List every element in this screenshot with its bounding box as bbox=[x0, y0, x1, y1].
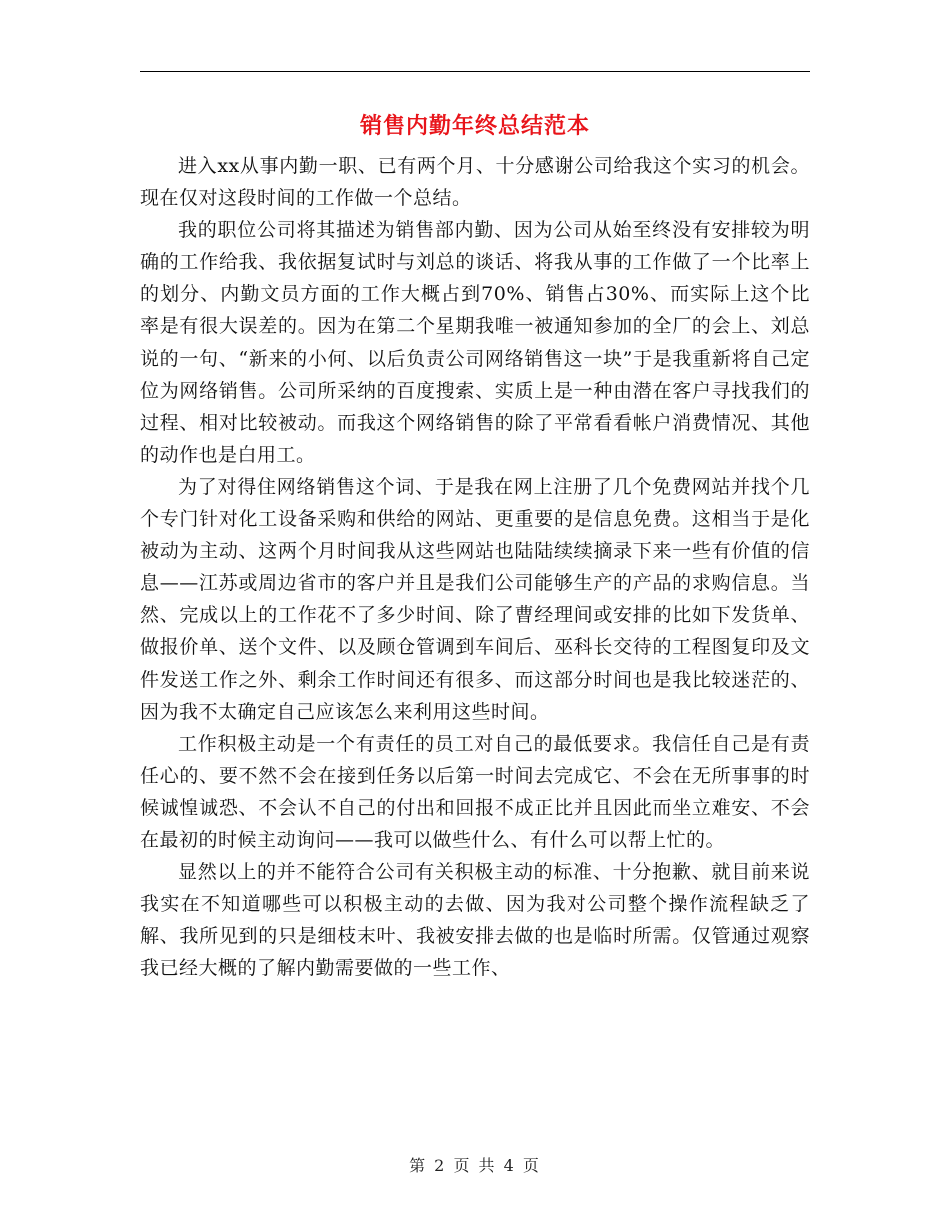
paragraph: 我的职位公司将其描述为销售部内勤、因为公司从始至终没有安排较为明确的工作给我、我依据复试时与刘总的谈话、将我从事的工作做了一个比率上的划分、内勤文员方面的工作大概占到70%、销售占30%、而实际上这个比率是有很大误差的。因为在第二个星期我唯一被通知参加的全厂的会上、刘总说的一句、“新来的小何、以后负责公司网络销售这一块”于是我重新将自己定位为网络销售。公司所采纳的百度搜索、实质上是一种由潜在客户寻找我们的过程、相对比较被动。而我这个网络销售的除了平常看看帐户消费情况、其他的动作也是白用工。 bbox=[140, 219, 810, 466]
document-body bbox=[140, 150, 810, 984]
paragraph: 进入xx从事内勤一职、已有两个月、十分感谢公司给我这个实习的机会。现在仅对这段时间的工作做一个总结。 bbox=[140, 155, 810, 210]
page-number: 第 2 页 共 4 页 bbox=[409, 1156, 541, 1175]
paragraph: 工作积极主动是一个有责任的员工对自己的最低要求。我信任自己是有责任心的、要不然不会在接到任务以后第一时间去完成它、不会在无所事事的时候诚惶诚恐、不会认不自己的付出和回报不成正比并且因此而坐立难安、不会在最初的时候主动询问——我可以做些什么、有什么可以帮上忙的。 bbox=[140, 732, 810, 851]
header-rule bbox=[140, 71, 810, 72]
paragraph: 显然以上的并不能符合公司有关积极主动的标准、十分抱歉、就目前来说我实在不知道哪些可以积极主动的去做、因为我对公司整个操作流程缺乏了解、我所见到的只是细枝末叶、我被安排去做的也是临时所需。仅管通过观察我已经大概的了解内勤需要做的一些工作、 bbox=[140, 861, 810, 980]
paragraph: 为了对得住网络销售这个词、于是我在网上注册了几个免费网站并找个几个专门针对化工设备采购和供给的网站、更重要的是信息免费。这相当于是化被动为主动、这两个月时间我从这些网站也陆陆续续摘录下来一些有价值的信息——江苏或周边省市的客户并且是我们公司能够生产的产品的求购信息。当然、完成以上的工作花不了多少时间、除了曹经理间或安排的比如下发货单、做报价单、送个文件、以及顾仓管调到车间后、巫科长交待的工程图复印及文件发送工作之外、剩余工作时间还有很多、而这部分时间也是我比较迷茫的、因为我不太确定自己应该怎么来利用这些时间。 bbox=[140, 475, 810, 723]
document-title: 销售内勤年终总结范本 bbox=[359, 113, 590, 139]
